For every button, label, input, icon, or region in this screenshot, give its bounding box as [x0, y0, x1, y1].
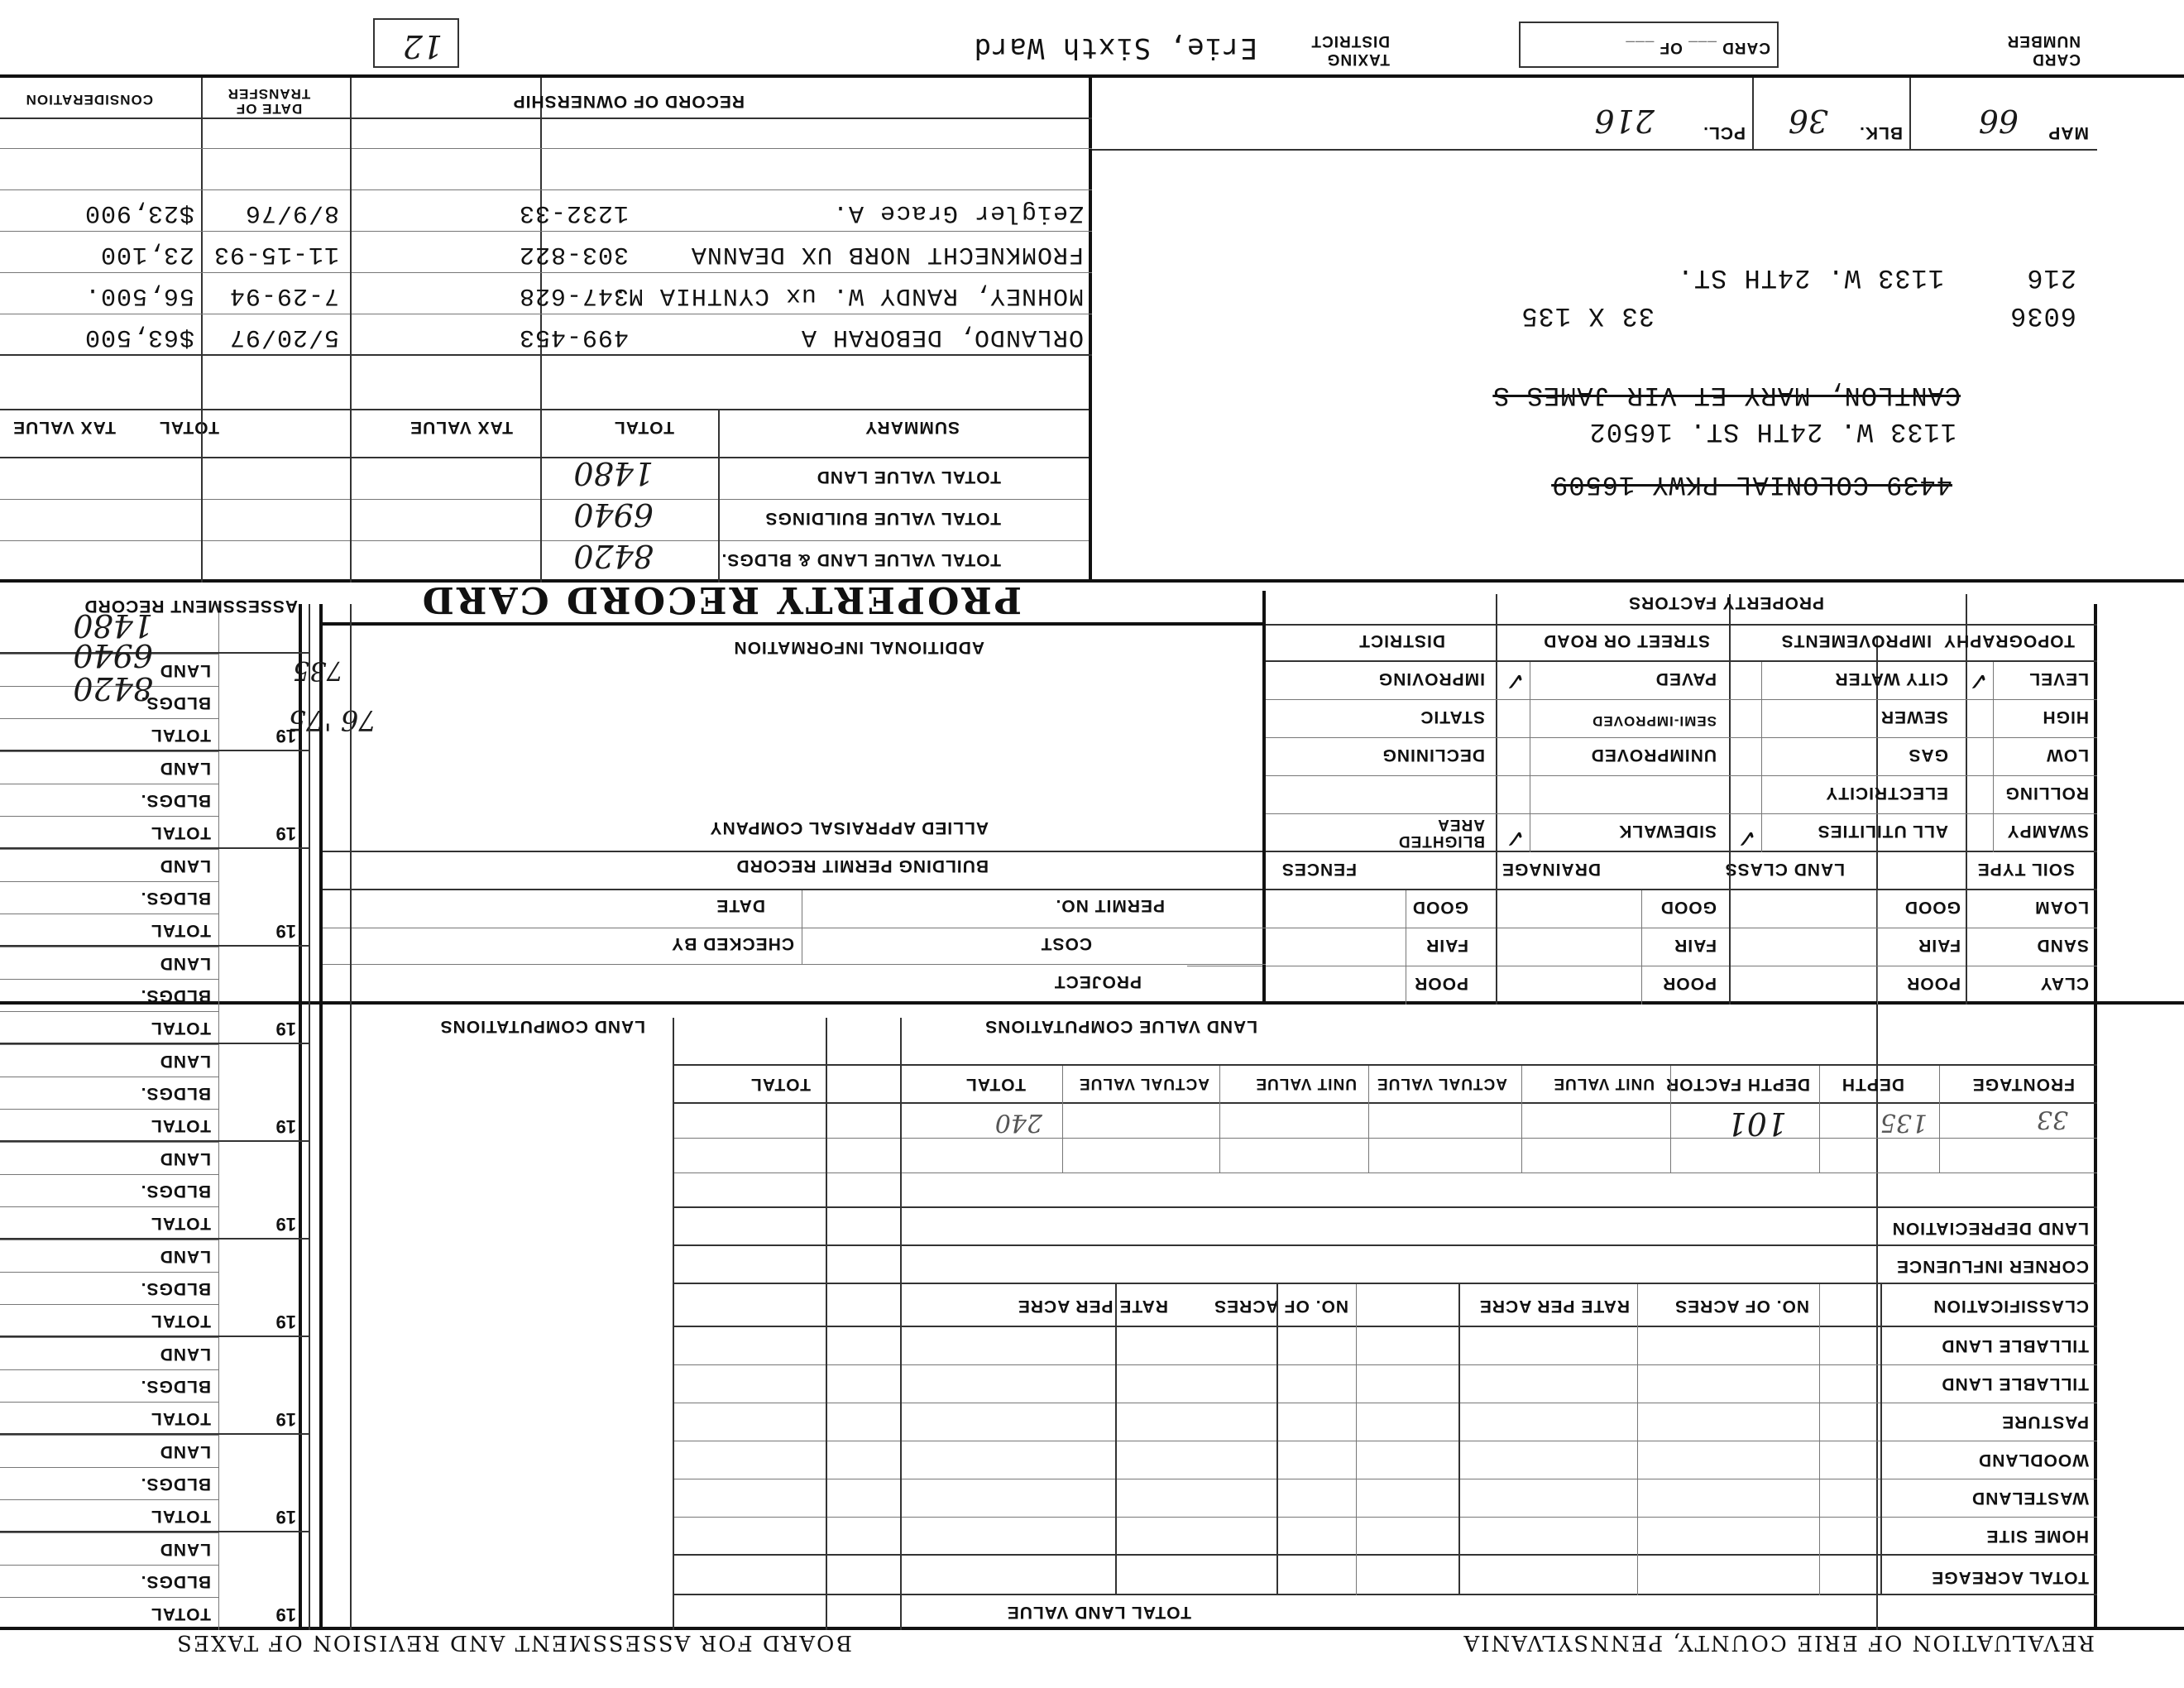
col-line: [1062, 1066, 1063, 1173]
section-rule: [0, 1001, 2184, 1005]
summary-total-land-bldgs: TOTAL VALUE LAND & BLDGS.: [721, 550, 1001, 569]
card-title-rule: [323, 622, 1266, 626]
actual-value-header-2: ACTUAL VALUE: [1078, 1075, 1209, 1092]
ownership-row-line: [0, 117, 1092, 119]
land-row-line: [674, 1364, 2097, 1365]
col-line: [1819, 1066, 1820, 1173]
hand-frontage-value: 33: [2036, 1105, 2068, 1134]
factor-row-line: [1266, 775, 2097, 776]
hand-year-note: 76 '75: [288, 703, 376, 736]
assessment-row-line: [0, 1272, 219, 1273]
hand-depth-value: 135: [1880, 1108, 1928, 1137]
parcel-number: 216: [2026, 262, 2076, 293]
impr-electricity: ELECTRICITY: [1825, 784, 1948, 803]
land-row-line: [674, 1206, 2097, 1208]
footer-box-value: 12: [402, 28, 443, 65]
summary-tax-value-header: TAX VALUE: [410, 418, 513, 437]
assessment-row-label: BLDGS.: [140, 1572, 211, 1591]
assessment-year-prefix: 19: [275, 1409, 296, 1430]
drainage-header: DRAINAGE: [1501, 860, 1601, 879]
acreage-row-tillable-1: TILLABLE LAND: [1941, 1374, 2089, 1393]
factor-row-line: [1266, 813, 2097, 814]
land-row-line: [674, 1138, 2097, 1139]
owner-deed-book: 499-453: [518, 323, 629, 351]
rating-good-1: GOOD: [1904, 898, 1961, 917]
owner-transfer-date: 5/20/97: [228, 323, 339, 351]
land-comp-border: [673, 1018, 674, 1630]
depth-header: DEPTH: [1841, 1075, 1904, 1094]
assessment-year-prefix: 19: [275, 1116, 296, 1137]
assessment-block-line: [0, 750, 310, 751]
col-line: [1641, 890, 1642, 1005]
assessment-row-label: LAND: [159, 661, 211, 680]
pcl-value: 216: [1594, 103, 1655, 139]
land-class-header: LAND CLASS: [1724, 860, 1845, 879]
ownership-row-line: [0, 272, 1092, 273]
header-rule: [0, 1627, 2184, 1630]
assessment-year-prefix: 19: [275, 1312, 296, 1332]
hand-total-value: 240: [994, 1108, 1042, 1137]
company-name: ALLIED APPRAISAL COMPANY: [709, 818, 989, 837]
assessment-row-label: TOTAL: [150, 1507, 211, 1526]
assessment-row-label: LAND: [159, 1052, 211, 1071]
permit-border: [1262, 591, 1266, 1005]
assessment-row-line: [0, 1565, 219, 1566]
owner-deed-book: 347-628: [518, 281, 629, 309]
owner-consideration: 23,100: [99, 240, 194, 268]
assessment-row-line: [0, 1597, 219, 1598]
factor-row-line: [1266, 699, 2097, 700]
assessment-row-label: TOTAL: [150, 1409, 211, 1428]
assessment-label-border: [218, 604, 219, 1630]
hand-assess-bldgs: 6940: [73, 637, 153, 674]
owner-consideration: $63,500: [84, 323, 194, 351]
col-line: [1993, 662, 1994, 852]
district-blighted-area: BLIGHTED AREA: [1397, 816, 1485, 850]
assessment-row-label: TOTAL: [150, 1019, 211, 1038]
assessment-year-prefix: 19: [275, 1604, 296, 1625]
impr-gas: GAS: [1908, 746, 1948, 765]
assessment-row-label: LAND: [159, 1247, 211, 1266]
col-line: [201, 410, 203, 583]
col-line: [1219, 1066, 1220, 1173]
acreage-row-total: TOTAL ACREAGE: [1931, 1568, 2089, 1587]
class-header-rate-2: RATE PER ACRE: [1017, 1297, 1168, 1316]
assessment-row-line: [0, 1402, 219, 1403]
checkmark-all-utilities: ✓: [1736, 823, 1757, 852]
hand-code-note: 735: [292, 655, 343, 687]
district-improving: IMPROVING: [1377, 669, 1485, 688]
rating-fair-2: FAIR: [1674, 936, 1717, 955]
land-computations-title: LAND COMPUTATIONS: [439, 1017, 645, 1036]
rating-good-3: GOOD: [1411, 898, 1468, 917]
assessment-row-label: TOTAL: [150, 1214, 211, 1233]
land-comp-right: [319, 604, 323, 1630]
col-line: [1880, 1284, 1882, 1595]
col-line: [826, 1018, 827, 1630]
assessment-row-line: [0, 1011, 219, 1012]
assessment-row-label: LAND: [159, 1149, 211, 1168]
frontage-header: FRONTAGE: [1971, 1075, 2075, 1094]
assessment-block-line: [0, 1043, 310, 1044]
class-header-acres-2: NO. OF ACRES: [1214, 1297, 1348, 1316]
assessment-row-line: [0, 1174, 219, 1175]
assessment-row-line: [0, 881, 219, 882]
col-line: [1670, 1066, 1671, 1173]
assessment-row-label: TOTAL: [150, 921, 211, 940]
col-line: [201, 78, 203, 410]
class-header-classification: CLASSIFICATION: [1933, 1297, 2089, 1316]
assessment-year-prefix: 19: [275, 1214, 296, 1235]
street-header: STREET OR ROAD: [1543, 631, 1710, 650]
factor-row-line: [1266, 624, 2097, 626]
district-static: STATIC: [1420, 707, 1485, 727]
owner-consideration: 56,500.: [84, 281, 194, 309]
county-title: REVALUATION OF ERIE COUNTY, PENNSYLVANIA: [1462, 1630, 2095, 1655]
lot-size: 33 X 135: [1521, 300, 1655, 331]
land-row-line: [674, 1517, 2097, 1518]
assessment-record-title: ASSESSMENT RECORD: [84, 597, 298, 616]
date-of-transfer-header: DATE OF TRANSFER: [227, 86, 311, 117]
assessment-row-label: BLDGS.: [140, 1279, 211, 1298]
street-paved: PAVED: [1655, 669, 1717, 688]
fences-header: FENCES: [1281, 860, 1357, 879]
col-line: [1276, 1284, 1278, 1595]
property-address: 1133 W. 24TH ST.: [1676, 262, 1944, 293]
topo-low: LOW: [2046, 746, 2089, 765]
impr-all-utilities: ALL UTILITIES: [1817, 822, 1948, 841]
assessment-block-line: [0, 945, 310, 947]
class-header-acres-1: NO. OF ACRES: [1674, 1297, 1809, 1316]
district-declining: DECLINING: [1382, 746, 1485, 765]
depth-factor-header: DEPTH FACTOR: [1665, 1075, 1810, 1094]
land-row-line: [674, 1102, 2097, 1104]
assessment-row-label: TOTAL: [150, 823, 211, 842]
map-value: 66: [1978, 103, 2019, 139]
actual-value-header-1: ACTUAL VALUE: [1376, 1075, 1507, 1092]
assessment-year-border: [309, 604, 310, 1630]
assessment-row-label: TOTAL: [150, 1604, 211, 1623]
checkmark-city-water: ✓: [1967, 666, 1989, 695]
street-unimproved: UNIMPROVED: [1590, 746, 1717, 765]
assessment-row-label: BLDGS.: [140, 791, 211, 810]
owner-name-old: CANTLON, MARY ET VIR JAMES S: [1492, 380, 1961, 410]
assessment-row-line: [0, 849, 219, 850]
owner-name: FROMKNECHT NORB UX DEANNA: [690, 240, 1084, 268]
land-row-line: [674, 1554, 2097, 1556]
card-of-label: CARD ___ OF ___: [1625, 39, 1770, 56]
assessment-left-border: [299, 604, 302, 1630]
owner-transfer-date: 8/9/76: [244, 199, 339, 227]
assessment-row-line: [0, 1532, 219, 1533]
owner-deed-book: 1232-33: [518, 199, 629, 227]
assessment-row-label: TOTAL: [150, 1116, 211, 1135]
street-semi-improved: SEMI-IMPROVED: [1592, 713, 1717, 729]
col-line: [1368, 1066, 1369, 1173]
col-line: [350, 78, 352, 410]
permit-date-label: DATE: [716, 896, 765, 915]
assessment-row-line: [0, 718, 219, 719]
land-row-line: [674, 1326, 2097, 1327]
checkmark-paved: ✓: [1504, 666, 1525, 695]
assessment-row-label: BLDGS.: [140, 693, 211, 712]
factor-row-line: [1266, 737, 2097, 738]
assessment-row-label: BLDGS.: [140, 1475, 211, 1494]
owner-name: ORLANDO, DEBORAH A: [800, 323, 1084, 351]
property-record-card-title: PROPERTY RECORD CARD: [419, 578, 1022, 621]
assessment-row-line: [0, 1337, 219, 1338]
owner-name: MOHNEY, RANDY W. ux CYNTHIA M.: [611, 281, 1084, 309]
assessment-row-line: [0, 1044, 219, 1045]
col-line: [1909, 78, 1911, 151]
street-sidewalk: SIDEWALK: [1618, 822, 1717, 841]
assessment-year-prefix: 19: [275, 921, 296, 942]
assessment-block-line: [0, 847, 310, 849]
unit-value-header-1: UNIT VALUE: [1553, 1075, 1655, 1092]
corner-influence-label: CORNER INFLUENCE: [1895, 1257, 2089, 1276]
ownership-row-line: [0, 148, 1092, 149]
assessment-row-line: [0, 751, 219, 752]
assessment-row-label: TOTAL: [150, 726, 211, 745]
acreage-row-woodland: WOODLAND: [1978, 1451, 2089, 1470]
summary-title: SUMMARY: [864, 418, 960, 437]
unit-value-header-2: UNIT VALUE: [1255, 1075, 1357, 1092]
pcl-label: PCL.: [1703, 123, 1746, 142]
owner-deed-book: 303-822: [518, 240, 629, 268]
map-label: MAP: [2048, 123, 2089, 142]
assessment-year-prefix: 19: [275, 726, 296, 746]
col-line: [1458, 1284, 1460, 1595]
summary-row-line: [0, 499, 1092, 500]
property-factors-title: PROPERTY FACTORS: [1628, 593, 1824, 612]
topo-rolling: ROLLING: [2004, 784, 2089, 803]
checkmark-sidewalk: ✓: [1504, 823, 1525, 852]
district-header: DISTRICT: [1358, 631, 1445, 650]
col-line: [1637, 1284, 1638, 1595]
hand-depth-factor-value: 101: [1727, 1105, 1787, 1142]
assessment-row-line: [0, 1467, 219, 1468]
permit-project-label: PROJECT: [1053, 972, 1142, 991]
hand-assess-total: 8420: [73, 670, 153, 707]
topo-level: LEVEL: [2028, 669, 2089, 688]
assessment-row-label: TOTAL: [150, 1312, 211, 1331]
assessment-row-label: LAND: [159, 1442, 211, 1461]
permit-row-line: [323, 964, 1266, 965]
col-line: [900, 1018, 902, 1630]
rating-good-2: GOOD: [1660, 898, 1717, 917]
board-title: BOARD FOR ASSESSMENT AND REVISION OF TAXES: [175, 1630, 852, 1655]
ownership-row-line: [0, 354, 1092, 356]
col-line: [1877, 890, 1878, 1005]
col-line: [1356, 1284, 1357, 1595]
rating-fair-3: FAIR: [1425, 936, 1468, 955]
assessment-row-line: [0, 1304, 219, 1305]
assessment-block-line: [0, 1531, 310, 1532]
owner-transfer-date: 7-29-94: [228, 281, 339, 309]
topo-high: HIGH: [2042, 707, 2089, 727]
assessment-block-line: [0, 1238, 310, 1240]
soil-clay: CLAY: [2039, 974, 2089, 993]
col-line: [1819, 1284, 1820, 1595]
assessment-block-line: [0, 1433, 310, 1435]
factor-row-line: [1266, 660, 2097, 662]
improvements-header: IMPROVEMENTS: [1780, 631, 1932, 650]
col-line: [1752, 78, 1754, 151]
assessment-row-line: [0, 1206, 219, 1207]
ownership-row-line: [0, 231, 1092, 232]
assessment-year-prefix: 19: [275, 823, 296, 844]
blk-value: 36: [1788, 103, 1828, 139]
summary-left-border: [1089, 78, 1092, 583]
land-depreciation-label: LAND DEPRECIATION: [1891, 1219, 2089, 1238]
soil-type-header: SOIL TYPE: [1976, 860, 2075, 879]
assessment-row-label: LAND: [159, 759, 211, 778]
lot-code: 6036: [2009, 300, 2076, 331]
assessment-row-label: BLDGS.: [140, 889, 211, 908]
total-header-1: TOTAL: [965, 1075, 1026, 1094]
permit-checked-by-label: CHECKED BY: [671, 934, 794, 953]
topo-swampy: SWAMPY: [2006, 822, 2089, 841]
hand-summary-bldg: 6940: [573, 496, 654, 533]
soil-sand: SAND: [2036, 936, 2089, 955]
total-header-2: TOTAL: [750, 1075, 811, 1094]
assessment-block-line: [0, 1140, 310, 1142]
summary-total-header-2: TOTAL: [158, 418, 219, 437]
summary-tax-value-header-2: TAX VALUE: [12, 418, 116, 437]
owner-name: Zeigler Grace A.: [831, 199, 1084, 227]
assessment-row-line: [0, 816, 219, 817]
land-row-line: [674, 1244, 2097, 1246]
rating-poor-2: POOR: [1662, 974, 1717, 993]
hand-summary-lb: 8420: [573, 538, 654, 574]
assessment-year-prefix: 19: [275, 1507, 296, 1527]
col-line: [1966, 594, 1967, 1005]
section-rule: [0, 579, 2184, 583]
rating-fair-1: FAIR: [1918, 936, 1961, 955]
land-row-line: [674, 1594, 2097, 1595]
assessment-row-label: LAND: [159, 954, 211, 973]
assessment-row-line: [0, 1499, 219, 1500]
land-value-computations-title: LAND VALUE COMPUTATIONS: [984, 1017, 1257, 1036]
col-line: [1761, 662, 1762, 852]
assessment-block-line: [0, 652, 310, 654]
class-header-rate-1: RATE PER ACRE: [1478, 1297, 1630, 1316]
assessment-row-label: BLDGS.: [140, 1377, 211, 1396]
building-permit-title: BUILDING PERMIT RECORD: [735, 856, 989, 875]
land-left-border: [2094, 604, 2097, 1630]
col-line: [718, 410, 720, 583]
summary-total-buildings: TOTAL VALUE BUILDINGS: [764, 509, 1001, 528]
record-of-ownership-title: RECORD OF OWNERSHIP: [512, 92, 745, 111]
summary-row-line: [0, 540, 1092, 541]
hand-summary-land: 1480: [573, 455, 654, 492]
col-line: [1521, 1066, 1522, 1173]
rating-poor-3: POOR: [1414, 974, 1468, 993]
assessment-row-line: [0, 1142, 219, 1143]
col-line: [350, 410, 352, 583]
assessment-row-label: LAND: [159, 1345, 211, 1364]
col-line: [1115, 1284, 1117, 1595]
impr-city-water: CITY WATER: [1834, 669, 1948, 688]
card-number-label: CARD NUMBER: [2006, 32, 2081, 68]
assessment-block-line: [0, 1336, 310, 1337]
soil-row-line: [323, 851, 2097, 852]
assessment-year-prefix: 19: [275, 1019, 296, 1039]
assessment-row-label: LAND: [159, 1540, 211, 1559]
assessment-row-label: LAND: [159, 856, 211, 875]
taxing-district-label: TAXING DISTRICT: [1310, 32, 1390, 68]
impr-sewer: SEWER: [1880, 707, 1948, 727]
owner-old-address: 4439 COLONIAL PKWY 16509: [1551, 469, 1952, 500]
assessment-row-line: [0, 1369, 219, 1370]
ownership-row-line: [0, 189, 1092, 190]
assessment-border: [350, 604, 352, 1630]
total-land-value-label: TOTAL LAND VALUE: [1006, 1603, 1191, 1622]
assessment-row-line: [0, 1109, 219, 1110]
acreage-row-tillable-2: TILLABLE LAND: [1941, 1336, 2089, 1355]
assessment-row-line: [0, 979, 219, 980]
acreage-row-wasteland: WASTELAND: [1971, 1489, 2089, 1508]
acreage-row-home-site: HOME SITE: [1985, 1527, 2089, 1546]
assessment-row-label: BLDGS.: [140, 986, 211, 1005]
col-line: [1939, 1066, 1940, 1173]
permit-cost-label: COST: [1040, 934, 1092, 953]
owner-mailing-address: 1133 W. 24TH ST. 16502: [1588, 416, 1956, 447]
soil-loam: LOAM: [2034, 898, 2089, 917]
assessment-row-label: BLDGS.: [140, 1182, 211, 1201]
summary-row-line: [0, 457, 1092, 458]
owner-consideration: $23,900: [84, 199, 194, 227]
assessment-row-line: [0, 1435, 219, 1436]
topography-header: TOPOGRAPHY: [1943, 631, 2075, 650]
blk-label: BLK.: [1859, 123, 1903, 142]
permit-no-label: PERMIT NO.: [1055, 896, 1165, 915]
summary-total-header: TOTAL: [613, 418, 674, 437]
land-row-line: [674, 1064, 2097, 1066]
land-row-line: [674, 1172, 2097, 1173]
taxing-district-value: Erie, Sixth Ward: [973, 31, 1257, 65]
owner-transfer-date: 11-15-93: [213, 240, 339, 268]
hand-assess-land: 1480: [73, 607, 153, 644]
consideration-header: CONSIDERATION: [25, 92, 153, 108]
acreage-row-pasture: PASTURE: [2001, 1412, 2089, 1431]
summary-row-line: [0, 409, 1092, 410]
assessment-row-label: BLDGS.: [140, 1084, 211, 1103]
rating-poor-1: POOR: [1906, 974, 1961, 993]
col-line: [1729, 594, 1731, 1005]
soil-row-line: [323, 889, 2097, 890]
summary-total-land: TOTAL VALUE LAND: [816, 468, 1001, 487]
additional-info-title: ADDITIONAL INFORMATION: [733, 638, 984, 657]
col-line: [1496, 594, 1497, 1005]
land-row-line: [674, 1283, 2097, 1284]
